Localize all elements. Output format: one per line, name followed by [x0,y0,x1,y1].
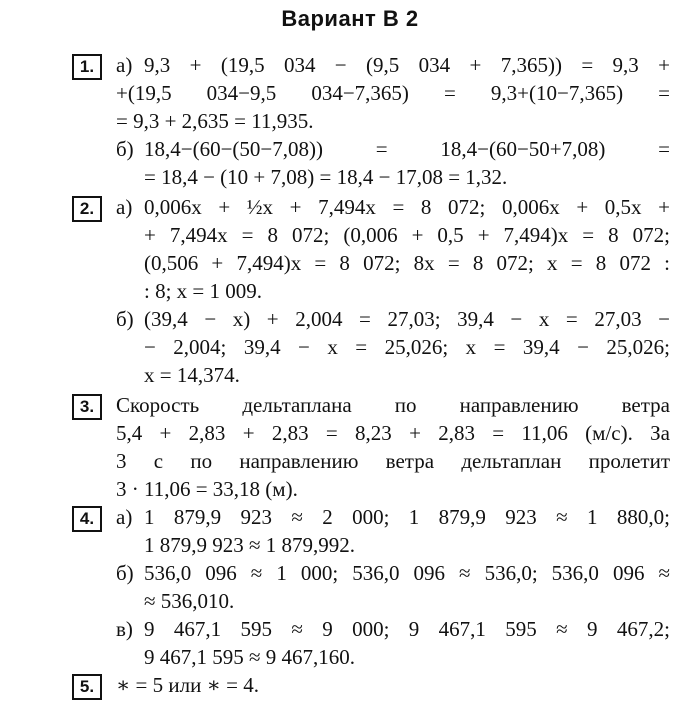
math-line: : 8; x = 1 009. [144,279,263,303]
text-line: 5,4 + 2,83 + 2,83 = 8,23 + 2,83 = 11,06 (м/с). За [116,421,670,445]
part-label: б) [116,137,134,161]
math-line: 536,0 096 ≈ 1 000; 536,0 096 ≈ 536,0; 536,0 096 ≈ [144,561,670,585]
task-number: 2. [72,196,102,222]
part-label: а) [116,505,133,529]
math-line: 9,3 + (19,5 034 − (9,5 034 + 7,365)) = 9,3 + [144,53,670,77]
part-label: а) [116,195,133,219]
math-line: − 2,004; 39,4 − x = 25,026; x = 39,4 − 25,026; [144,335,670,359]
part-label: в) [116,617,133,641]
math-line: = 9,3 + 2,635 = 11,935. [116,109,314,133]
text-line: Скорость дельтаплана по направлению ветра [116,393,670,417]
task-number: 1. [72,54,102,80]
text-line: 3 · 11,06 = 33,18 (м). [116,477,298,501]
math-line: x = 14,374. [144,363,240,387]
math-line: 1 879,9 923 ≈ 2 000; 1 879,9 923 ≈ 1 880,0; [144,505,670,529]
part-label: б) [116,307,134,331]
text-line: ∗ = 5 или ∗ = 4. [116,673,259,697]
math-line: 1 879,9 923 ≈ 1 879,992. [144,533,356,557]
math-line: (0,506 + 7,494)x = 8 072; 8x = 8 072; x = 8 072 : [144,251,670,275]
math-line: = 18,4 − (10 + 7,08) = 18,4 − 17,08 = 1,32. [144,165,508,189]
math-line: ≈ 536,010. [144,589,235,613]
math-line: 0,006x + ½x + 7,494x = 8 072; 0,006x + 0,5x + [144,195,670,219]
task-number: 3. [72,394,102,420]
math-line: 9 467,1 595 ≈ 9 000; 9 467,1 595 ≈ 9 467,2; [144,617,670,641]
math-line: 9 467,1 595 ≈ 9 467,160. [144,645,356,669]
text-line: 3 с по направлению ветра дельтаплан пролетит [116,449,670,473]
page-title: Вариант В 2 [281,6,419,31]
math-line: (39,4 − x) + 2,004 = 27,03; 39,4 − x = 27,03 − [144,307,670,331]
math-line: +(19,5 034−9,5 034−7,365) = 9,3+(10−7,365) = [116,81,670,105]
math-line: 18,4−(60−(50−7,08)) = 18,4−(60−50+7,08) = [144,137,670,161]
part-label: б) [116,561,134,585]
task-number: 4. [72,506,102,532]
part-label: а) [116,53,133,77]
math-line: + 7,494x = 8 072; (0,006 + 0,5 + 7,494)x = 8 072; [144,223,670,247]
task-number: 5. [72,674,102,700]
